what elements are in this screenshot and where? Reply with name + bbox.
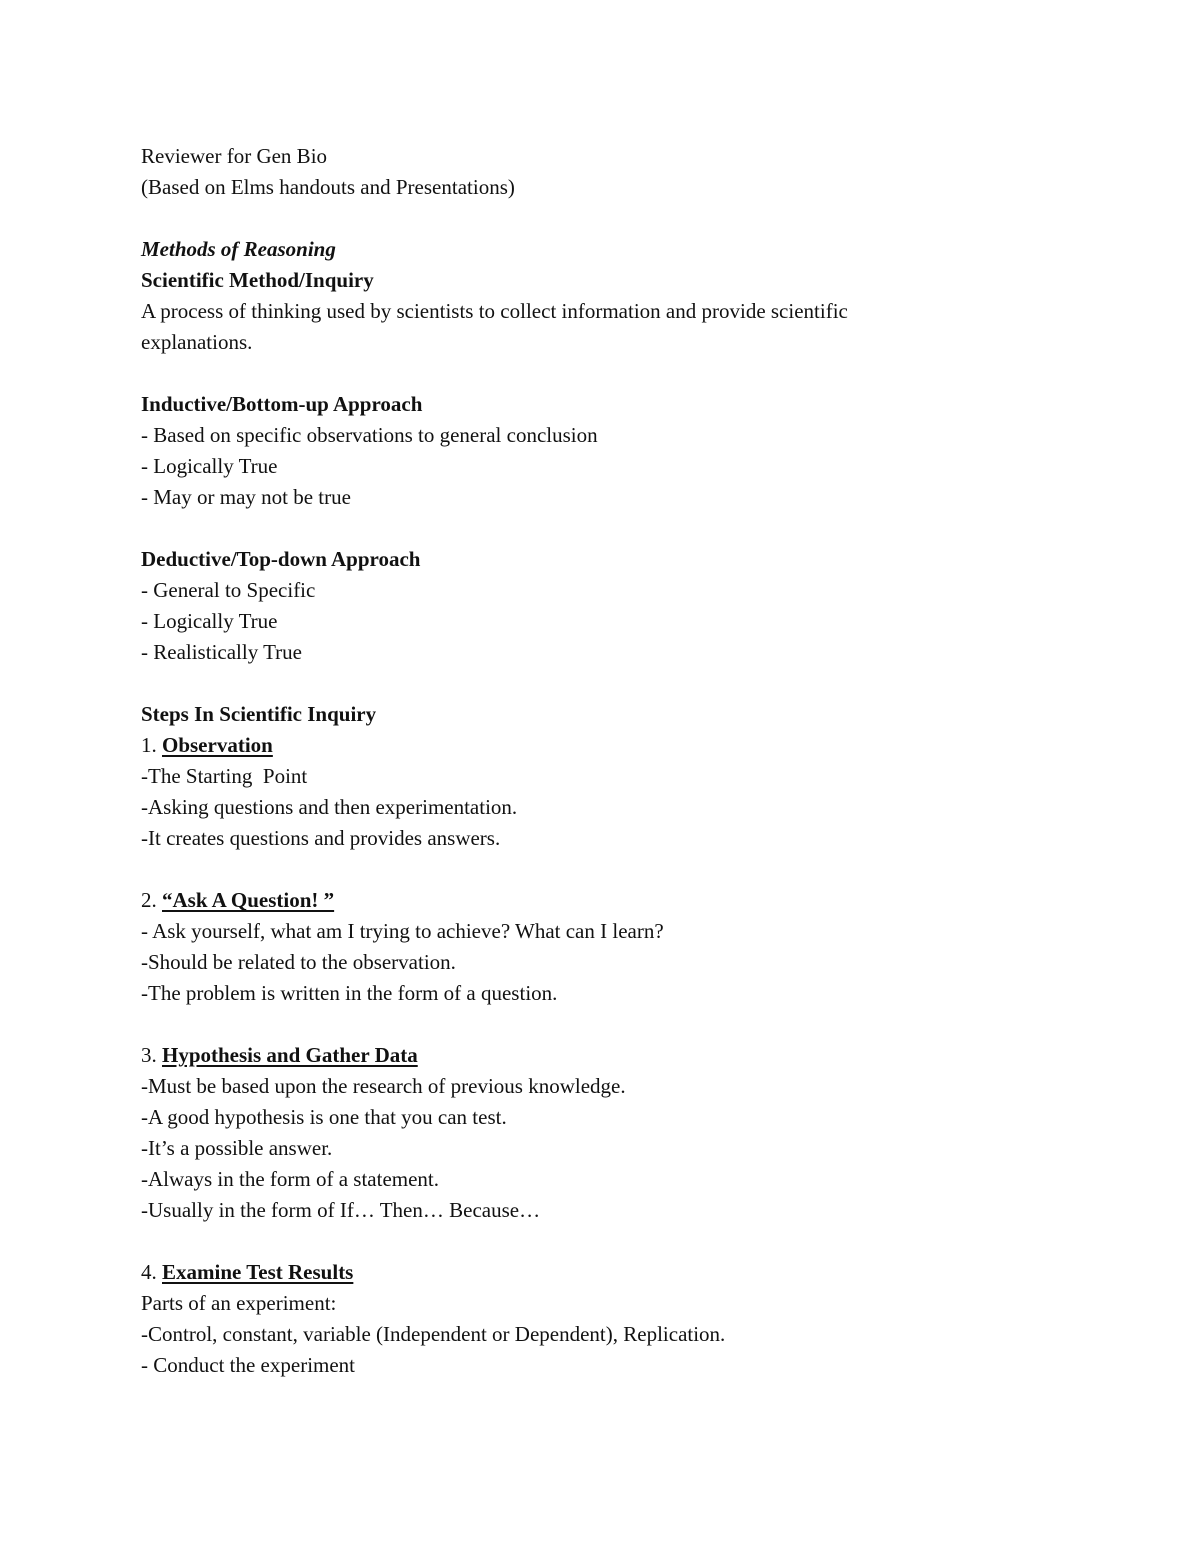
spacer <box>141 1226 1061 1257</box>
spacer <box>141 668 1061 699</box>
step-number: 3. <box>141 1043 162 1067</box>
paragraph-line: A process of thinking used by scientists to collect information and provide scientific <box>141 299 848 323</box>
step-title: Observation <box>162 733 273 757</box>
spacer <box>141 513 1061 544</box>
document-subtitle: (Based on Elms handouts and Presentations) <box>141 175 515 199</box>
list-item: - Logically True <box>141 609 278 633</box>
step-title: Hypothesis and Gather Data <box>162 1043 418 1067</box>
list-item: -The Starting Point <box>141 764 308 788</box>
spacer <box>141 358 1061 389</box>
list-item: - General to Specific <box>141 578 316 602</box>
step-number: 2. <box>141 888 162 912</box>
section-heading-methods: Methods of Reasoning <box>141 237 336 261</box>
list-item: - Ask yourself, what am I trying to achieve? What can I learn? <box>141 919 664 943</box>
list-item: - Conduct the experiment <box>141 1353 356 1377</box>
list-item: Parts of an experiment: <box>141 1291 337 1315</box>
subheading-steps: Steps In Scientific Inquiry <box>141 702 377 726</box>
spacer <box>141 854 1061 885</box>
list-item: -Usually in the form of If… Then… Because… <box>141 1198 541 1222</box>
step-heading-4 <box>141 1257 1061 1288</box>
step-number: 4. <box>141 1260 162 1284</box>
list-item: -It’s a possible answer. <box>141 1136 333 1160</box>
list-item: -Should be related to the observation. <box>141 950 456 974</box>
document-page <box>141 141 1061 1381</box>
list-item: - May or may not be true <box>141 485 351 509</box>
spacer <box>141 1009 1061 1040</box>
list-item: -It creates questions and provides answers. <box>141 826 501 850</box>
list-item: - Based on specific observations to general conclusion <box>141 423 598 447</box>
document-title: Reviewer for Gen Bio <box>141 144 328 168</box>
subheading-inductive: Inductive/Bottom-up Approach <box>141 392 423 416</box>
subheading-deductive: Deductive/Top-down Approach <box>141 547 421 571</box>
step-number: 1. <box>141 733 162 757</box>
list-item: -A good hypothesis is one that you can test. <box>141 1105 507 1129</box>
list-item: -Asking questions and then experimentation. <box>141 795 518 819</box>
list-item: -The problem is written in the form of a question. <box>141 981 558 1005</box>
step-heading-2 <box>141 885 1061 916</box>
step-title: Examine Test Results <box>162 1260 354 1284</box>
list-item: -Always in the form of a statement. <box>141 1167 439 1191</box>
step-heading-1 <box>141 730 1061 761</box>
list-item: -Must be based upon the research of previous knowledge. <box>141 1074 626 1098</box>
subheading-scientific-method: Scientific Method/Inquiry <box>141 268 374 292</box>
list-item: - Logically True <box>141 454 278 478</box>
paragraph-line: explanations. <box>141 330 253 354</box>
step-heading-3 <box>141 1040 1061 1071</box>
list-item: - Realistically True <box>141 640 302 664</box>
step-title: “Ask A Question! ” <box>162 888 335 912</box>
spacer <box>141 203 1061 234</box>
list-item: -Control, constant, variable (Independent or Dependent), Replication. <box>141 1322 726 1346</box>
